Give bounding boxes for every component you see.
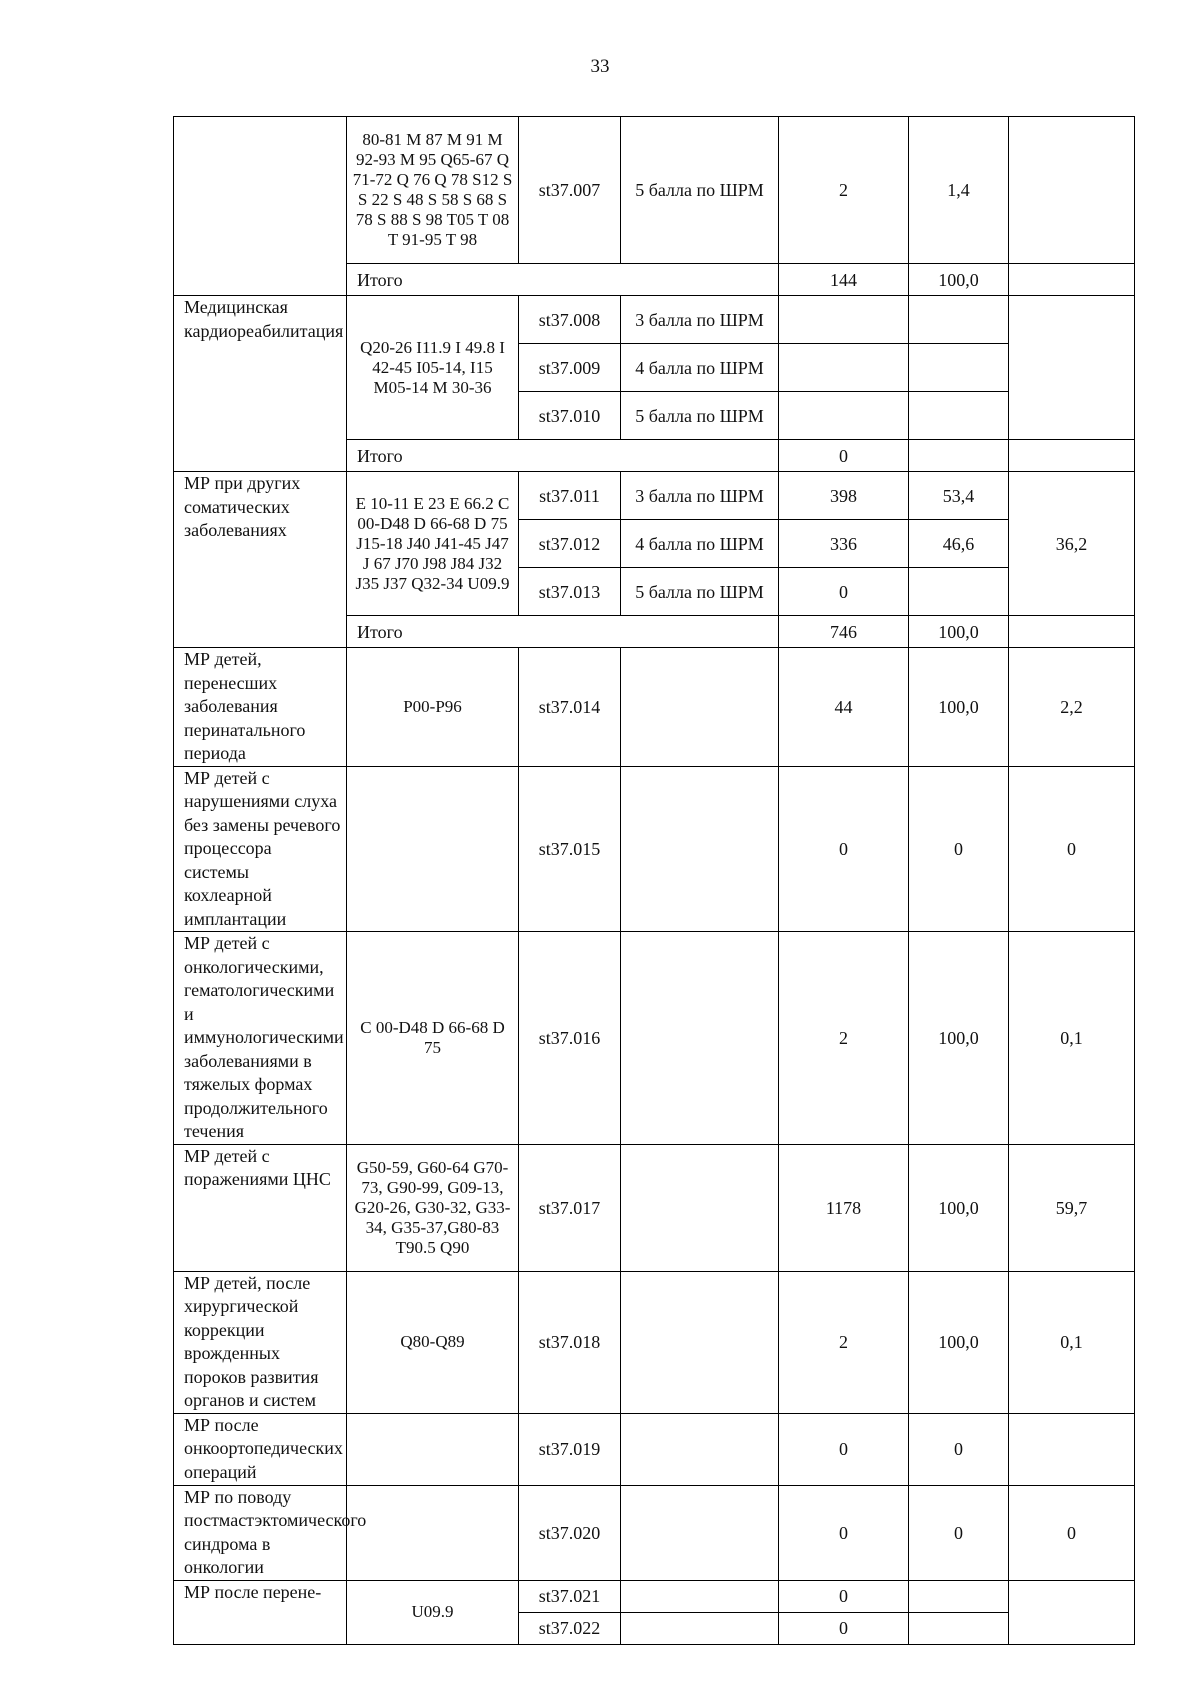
percent-cell: 100,0 [909,648,1009,767]
count-cell: 0 [779,766,909,932]
profile-cell: МР детей с нарушениями слуха без замены речевого процессора системы кохлеарной имплантации [174,766,347,932]
ksg-code-cell: st37.007 [519,117,621,264]
diagnosis-codes-cell: U09.9 [347,1580,519,1644]
table-row [174,472,1135,520]
diagnosis-codes-cell: 80-81 M 87 M 91 M 92-93 M 95 Q65-67 Q 71-72 Q 76 Q 78 S12 S S 22 S 48 S 58 S 68 S 78 S 88 S 98 T05 T 08 T 91-95 T 98 [347,117,519,264]
percent-cell: 100,0 [909,616,1009,648]
table-row [174,1413,1135,1485]
share-cell [1009,616,1135,648]
ksg-code-cell: st37.008 [519,296,621,344]
count-cell: 0 [779,568,909,616]
score-cell: 4 балла по ШРМ [621,344,779,392]
profile-cell: МР детей с онкологическими, гематологическими и иммунологическими заболеваниями в тяжелых формах продолжительного течения [174,932,347,1145]
percent-cell: 53,4 [909,472,1009,520]
ksg-code-cell: st37.010 [519,392,621,440]
table-row [174,296,1135,344]
percent-cell [909,296,1009,344]
count-cell: 0 [779,1485,909,1580]
percent-cell: 1,4 [909,117,1009,264]
score-cell: 5 балла по ШРМ [621,392,779,440]
total-label-cell: Итого [347,616,779,648]
profile-cell: МР после перене- [174,1580,347,1644]
table-row [174,1580,1135,1612]
ksg-code-cell: st37.021 [519,1580,621,1612]
share-cell [1009,1580,1135,1644]
count-cell: 44 [779,648,909,767]
diagnosis-codes-cell: G50-59, G60-64 G70-73, G90-99, G09-13, G20-26, G30-32, G33-34, G35-37,G80-83 T90.5 Q90 [347,1144,519,1271]
score-cell [621,648,779,767]
share-cell [1009,440,1135,472]
count-cell: 0 [779,440,909,472]
count-cell: 0 [779,1413,909,1485]
diagnosis-codes-cell: Q20-26 I11.9 I 49.8 I 42-45 I05-14, I15 M05-14 M 30-36 [347,296,519,440]
count-cell: 2 [779,932,909,1145]
profile-cell: МР детей, после хирургической коррекции врожденных пороков развития органов и систем [174,1271,347,1413]
share-cell [1009,264,1135,296]
count-cell: 0 [779,1612,909,1644]
share-cell: 0,1 [1009,932,1135,1145]
share-cell: 0 [1009,766,1135,932]
table-row [174,1144,1135,1271]
score-cell [621,1580,779,1612]
percent-cell [909,344,1009,392]
count-cell: 2 [779,1271,909,1413]
score-cell: 3 балла по ШРМ [621,472,779,520]
profile-cell [174,117,347,296]
score-cell: 5 балла по ШРМ [621,568,779,616]
percent-cell: 0 [909,766,1009,932]
diagnosis-codes-cell [347,1413,519,1485]
table-row [174,932,1135,1145]
percent-cell: 100,0 [909,1144,1009,1271]
profile-cell: МР при других соматических заболеваниях [174,472,347,648]
diagnosis-codes-cell: P00-P96 [347,648,519,767]
statistics-table [173,116,1135,1645]
percent-cell: 100,0 [909,932,1009,1145]
ksg-code-cell: st37.014 [519,648,621,767]
count-cell: 746 [779,616,909,648]
ksg-code-cell: st37.015 [519,766,621,932]
score-cell [621,1413,779,1485]
count-cell: 2 [779,117,909,264]
score-cell: 3 балла по ШРМ [621,296,779,344]
table-row [174,1271,1135,1413]
share-cell [1009,296,1135,440]
count-cell: 398 [779,472,909,520]
profile-cell: МР по поводу постмастэктомического синдрома в онкологии [174,1485,347,1580]
page-number: 33 [590,56,610,77]
ksg-code-cell: st37.012 [519,520,621,568]
count-cell: 336 [779,520,909,568]
percent-cell [909,1580,1009,1612]
diagnosis-codes-cell [347,1485,519,1580]
score-cell [621,1271,779,1413]
percent-cell [909,568,1009,616]
ksg-code-cell: st37.016 [519,932,621,1145]
diagnosis-codes-cell: Q80-Q89 [347,1271,519,1413]
table-row [174,766,1135,932]
share-cell: 59,7 [1009,1144,1135,1271]
score-cell [621,766,779,932]
percent-cell: 100,0 [909,264,1009,296]
diagnosis-codes-cell: C 00-D48 D 66-68 D 75 [347,932,519,1145]
table-row [174,648,1135,767]
share-cell: 2,2 [1009,648,1135,767]
diagnosis-codes-cell [347,766,519,932]
ksg-code-cell: st37.009 [519,344,621,392]
percent-cell [909,440,1009,472]
share-cell: 36,2 [1009,472,1135,616]
profile-cell: Медицинская кардиореабилитация [174,296,347,472]
count-cell: 144 [779,264,909,296]
share-cell: 0 [1009,1485,1135,1580]
score-cell: 5 балла по ШРМ [621,117,779,264]
percent-cell [909,1612,1009,1644]
score-cell [621,1144,779,1271]
score-cell [621,1612,779,1644]
profile-cell: МР после онкоортопедических операций [174,1413,347,1485]
score-cell [621,932,779,1145]
share-cell [1009,1413,1135,1485]
count-cell: 1178 [779,1144,909,1271]
count-cell [779,392,909,440]
ksg-code-cell: st37.017 [519,1144,621,1271]
profile-cell: МР детей, перенесших заболевания перинатального периода [174,648,347,767]
percent-cell: 0 [909,1485,1009,1580]
total-label-cell: Итого [347,264,779,296]
score-cell: 4 балла по ШРМ [621,520,779,568]
ksg-code-cell: st37.018 [519,1271,621,1413]
share-cell: 0,1 [1009,1271,1135,1413]
ksg-code-cell: st37.020 [519,1485,621,1580]
diagnosis-codes-cell: E 10-11 E 23 E 66.2 C 00-D48 D 66-68 D 75 J15-18 J40 J41-45 J47 J 67 J70 J98 J84 J32 J35 J37 Q32-34 U09.9 [347,472,519,616]
total-label-cell: Итого [347,440,779,472]
count-cell [779,344,909,392]
table-row [174,1485,1135,1580]
ksg-code-cell: st37.019 [519,1413,621,1485]
table-row [174,117,1135,264]
score-cell [621,1485,779,1580]
ksg-code-cell: st37.022 [519,1612,621,1644]
percent-cell [909,392,1009,440]
percent-cell: 100,0 [909,1271,1009,1413]
percent-cell: 46,6 [909,520,1009,568]
count-cell [779,296,909,344]
share-cell [1009,117,1135,264]
percent-cell: 0 [909,1413,1009,1485]
profile-cell: МР детей с поражениями ЦНС [174,1144,347,1271]
count-cell: 0 [779,1580,909,1612]
ksg-code-cell: st37.013 [519,568,621,616]
ksg-code-cell: st37.011 [519,472,621,520]
